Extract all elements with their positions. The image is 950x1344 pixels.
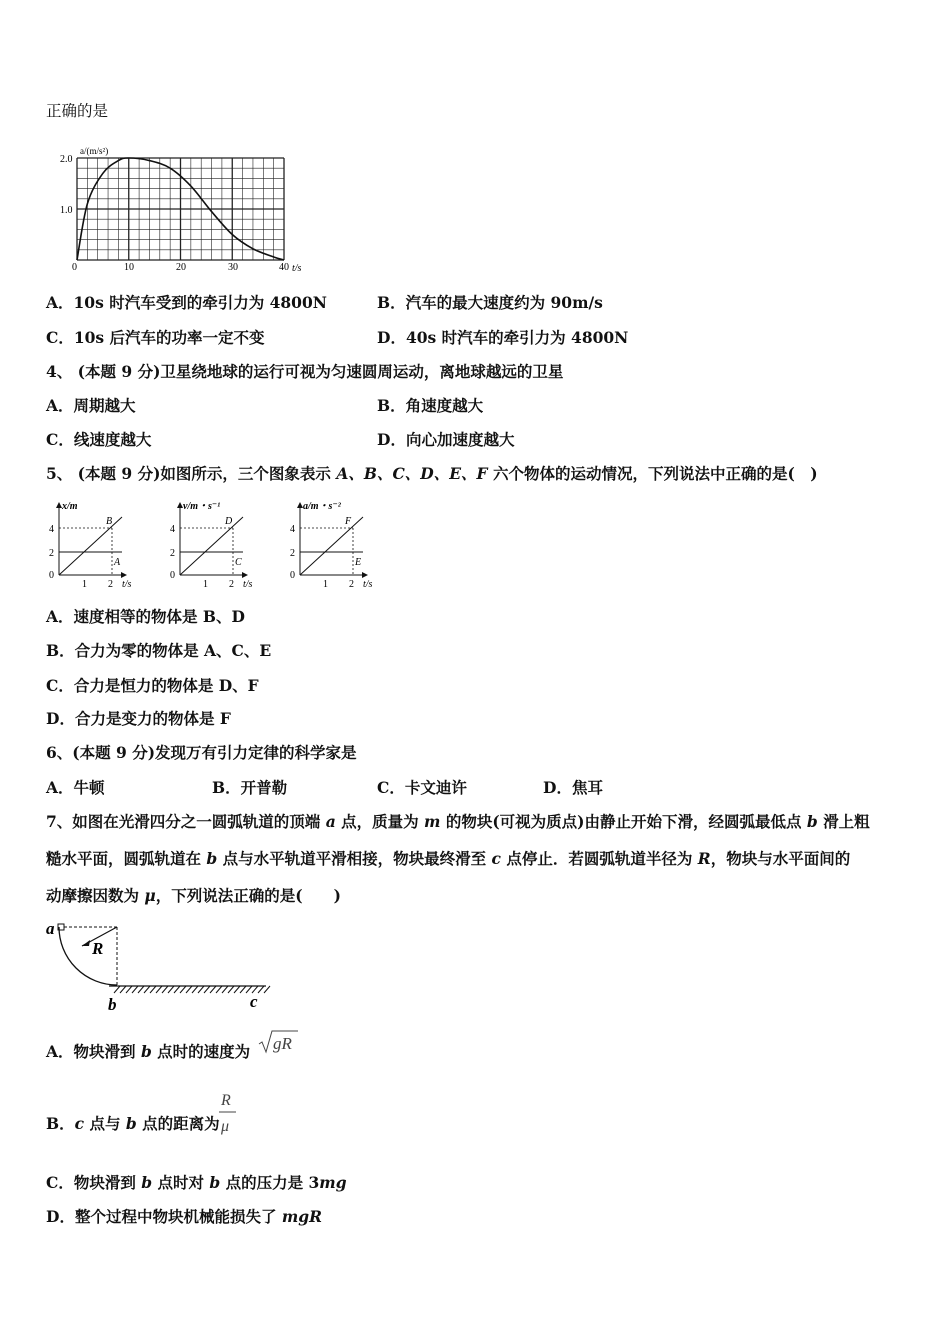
hatch-line [138,986,144,993]
q3-option-c[interactable]: C．10s 后汽车的功率一定不变 [46,328,265,347]
q5-option-a[interactable]: A．速度相等的物体是 B、D [46,607,245,626]
line-b [59,517,122,575]
x-tick-label: 0 [72,262,77,273]
x-tick-label: 40 [279,262,289,273]
ground-hatching [114,986,270,993]
svg-text:4: 4 [290,524,295,535]
hatch-line [126,986,132,993]
q3-option-a[interactable]: A．10s 时汽车受到的牵引力为 4800N [46,293,327,312]
svg-text:2: 2 [229,579,234,590]
svg-text:a/m・s⁻²: a/m・s⁻² [303,501,341,512]
hatch-line [180,986,186,993]
line-d [180,517,243,575]
q6-stem: 6、(本题 9 分)发现万有引力定律的科学家是 [46,743,357,762]
svg-text:B: B [106,516,113,527]
q6-option-c[interactable]: C．卡文迪许 [377,778,467,797]
q7-stem-line2: 糙水平面，圆弧轨道在 b 点与水平轨道平滑相接，物块最终滑至 c 点停止．若圆弧轨道半径为 R，物块与水平面间的 [46,849,851,868]
hatch-line [216,986,222,993]
q4-option-b[interactable]: B．角速度越大 [377,396,484,415]
svg-text:x/m: x/m [62,501,78,512]
svg-text:F: F [345,516,352,527]
q7-stem-line3: 动摩擦因数为 μ，下列说法正确的是( ) [46,886,341,905]
q7-option-d[interactable]: D．整个过程中物块机械能损失了 mgR [46,1207,322,1226]
hatch-line [174,986,180,993]
acceleration-time-chart [52,140,312,275]
hatch-line [198,986,204,993]
svg-text:c: c [250,992,258,1011]
svg-text:E: E [355,557,362,568]
hatch-line [144,986,150,993]
sqrt-gr-formula [258,1028,300,1056]
q5-graph-a-t [290,501,373,590]
x-tick-label: 30 [228,262,238,273]
hatch-line [114,986,120,993]
hatch-line [186,986,192,993]
svg-text:4: 4 [170,524,175,535]
svg-text:1: 1 [82,579,87,590]
hatch-line [204,986,210,993]
svg-text:1: 1 [323,579,328,590]
svg-text:2: 2 [108,579,113,590]
svg-text:C: C [235,557,242,568]
arc-track [59,927,117,985]
line-f [300,517,363,575]
hatch-line [150,986,156,993]
q5-graph-x-t [49,501,132,590]
svg-text:0: 0 [49,570,54,581]
svg-text:t/s: t/s [243,579,253,590]
svg-text:4: 4 [49,524,54,535]
r-over-mu-formula [216,1088,240,1138]
hatch-line [264,986,270,993]
hatch-line [222,986,228,993]
q6-option-a[interactable]: A．牛顿 [46,778,105,797]
hatch-line [240,986,246,993]
svg-text:t/s: t/s [122,579,132,590]
svg-text:a: a [46,919,55,938]
svg-text:μ: μ [221,1118,230,1135]
intro-text: 正确的是 [46,102,109,120]
svg-text:v/m・s⁻¹: v/m・s⁻¹ [183,501,221,512]
y-axis-label: a/(m/s²) [80,146,109,156]
q4-option-a[interactable]: A．周期越大 [46,396,136,415]
q4-option-c[interactable]: C．线速度越大 [46,430,152,449]
q5-option-d[interactable]: D．合力是变力的物体是 F [46,709,231,728]
q4-stem: 4、 (本题 9 分)卫星绕地球的运行可视为匀速圆周运动，离地球越远的卫星 [46,362,564,381]
svg-text:b: b [108,995,117,1014]
x-tick-label: 20 [176,262,186,273]
q5-graphs [44,495,394,590]
hatch-line [234,986,240,993]
q6-option-b[interactable]: B．开普勒 [212,778,288,797]
q4-option-d[interactable]: D．向心加速度越大 [377,430,515,449]
hatch-line [120,986,126,993]
q6-option-d[interactable]: D．焦耳 [543,778,603,797]
svg-text:A: A [114,557,121,568]
hatch-line [228,986,234,993]
y-tick-label: 1.0 [60,205,73,216]
q5-option-b[interactable]: B．合力为零的物体是 A、C、E [46,641,272,660]
svg-text:1: 1 [203,579,208,590]
chart-grid [77,158,284,260]
svg-text:2: 2 [170,548,175,559]
svg-text:0: 0 [170,570,175,581]
svg-text:D: D [225,516,233,527]
q7-option-b[interactable]: B．c 点与 b 点的距离为 [46,1114,220,1133]
q7-track-diagram [44,918,274,1016]
q3-option-b[interactable]: B．汽车的最大速度约为 90m/s [377,293,603,312]
q5-stem: 5、 (本题 9 分)如图所示，三个图象表示 A、B、C、D、E、F 六个物体的运动情况，下列说法中正确的是( ) [46,464,818,483]
x-tick-label: 10 [124,262,134,273]
x-axis-label: t/s [292,263,302,274]
hatch-line [156,986,162,993]
q5-graph-v-t [170,501,253,590]
y-tick-label: 2.0 [60,154,73,165]
hatch-line [162,986,168,993]
svg-text:gR: gR [273,1034,292,1053]
hatch-line [168,986,174,993]
hatch-line [192,986,198,993]
q7-stem-line1: 7、如图在光滑四分之一圆弧轨道的顶端 a 点，质量为 m 的物块(可视为质点)由静止开始下滑，经圆弧最低点 b 滑上粗 [46,812,870,831]
svg-text:2: 2 [290,548,295,559]
svg-text:R: R [92,939,104,958]
svg-text:R: R [221,1092,231,1109]
hatch-line [258,986,264,993]
svg-text:t/s: t/s [363,579,373,590]
q3-option-d[interactable]: D．40s 时汽车的牵引力为 4800N [377,328,629,347]
q7-option-c[interactable]: C．物块滑到 b 点时对 b 点的压力是 3mg [46,1173,347,1192]
hatch-line [210,986,216,993]
q5-option-c[interactable]: C．合力是恒力的物体是 D、F [46,676,259,695]
q7-option-a[interactable]: A．物块滑到 b 点时的速度为 [46,1042,251,1061]
svg-text:2: 2 [349,579,354,590]
svg-text:0: 0 [290,570,295,581]
hatch-line [132,986,138,993]
svg-text:2: 2 [49,548,54,559]
